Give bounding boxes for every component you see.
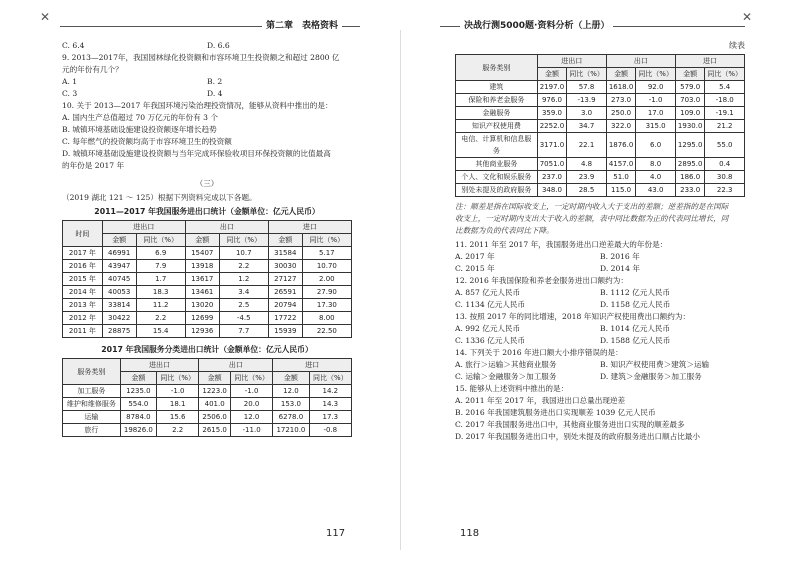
- table2-service-trade-by-category: [62, 358, 352, 437]
- question-text-line: A. 国内生产总值超过 70 万亿元的年份有 3 个: [62, 113, 218, 122]
- table2-cell: 1223.0: [199, 385, 231, 398]
- table1-row-label: 2013 年: [63, 299, 103, 312]
- table3-cell: 322.0: [606, 120, 636, 133]
- table3-cell: 21.2: [705, 120, 745, 133]
- table-note: 收支上，一定时期内支出大于收入的差额，表中同比数据为正的代表同比增长，同: [455, 214, 729, 223]
- table1-service-trade-by-year: [62, 220, 352, 338]
- table1-cell: 26591: [268, 286, 302, 299]
- table1-cell: 10.7: [219, 247, 268, 260]
- table3-cell: 237.0: [537, 171, 567, 184]
- table3-row: [456, 120, 745, 133]
- table1-header-group: 出口: [185, 221, 268, 234]
- table3-cell: 348.0: [537, 184, 567, 197]
- table2-cell: 20.0: [230, 398, 272, 411]
- question-text-line: 13. 按照 2017 年的同比增速，2018 年知识产权使用费出口额约为：: [455, 312, 691, 321]
- table1-cell: 30422: [102, 312, 136, 325]
- table2-row-label: 维护和维修服务: [63, 398, 121, 411]
- table1-cell: 3.4: [219, 286, 268, 299]
- table2-cell: 12.0: [230, 411, 272, 424]
- table3-row-label: 电信、计算机和信息服务: [456, 133, 538, 158]
- page-fold: [400, 30, 401, 550]
- question-text-line: C. 2017 年我国服务进出口中，其他商业服务进出口实现的顺差最多: [455, 420, 685, 429]
- question-option-row: [455, 263, 745, 275]
- table2-subheader: 金额: [199, 372, 231, 385]
- table1-cell: 30030: [268, 260, 302, 273]
- question-option: B. 1014 亿元人民币: [600, 324, 671, 333]
- table1-cell: 12936: [185, 325, 219, 338]
- table3-cell: 17.0: [636, 107, 676, 120]
- table1-row: [63, 273, 352, 286]
- table1-cell: 12699: [185, 312, 219, 325]
- table3-subheader: 同比（%）: [636, 68, 676, 81]
- question-text-line: 元的年份有几个？: [62, 65, 123, 74]
- table2-cell: 2615.0: [199, 424, 231, 437]
- table1-subheader: 金额: [268, 234, 302, 247]
- table1-cell: 2.2: [136, 312, 185, 325]
- table3-cell: 976.0: [537, 94, 567, 107]
- table2-cell: 1235.0: [120, 385, 156, 398]
- question-text-line: 11. 2011 年至 2017 年，我国服务进出口逆差最大的年份是：: [455, 240, 668, 249]
- question-option: C. 2015 年: [455, 264, 495, 273]
- table2-cell: 401.0: [199, 398, 231, 411]
- table3-cell: 57.8: [567, 81, 607, 94]
- table1-header-group: 进口: [268, 221, 351, 234]
- question-text-line: B. 城镇环境基础设施建设投资额逐年增长趋势: [62, 125, 217, 134]
- table1-row: [63, 312, 352, 325]
- header-left-title: 第二章 表格资料: [262, 18, 342, 31]
- table2-subheader: 同比（%）: [309, 372, 351, 385]
- table2-cell: -1.0: [157, 385, 199, 398]
- table1-row: [63, 325, 352, 338]
- table2-header-category: 服务类别: [63, 359, 121, 385]
- question-option: B. 1112 亿元人民币: [600, 288, 671, 297]
- header-right-title: 决战行测5000题·资料分析（上册）: [460, 18, 613, 31]
- table2-header-group: 出口: [199, 359, 273, 372]
- table3-subheader: 金额: [537, 68, 567, 81]
- table1-row: [63, 299, 352, 312]
- table3-row-label: 保险和养老金服务: [456, 94, 538, 107]
- question-option: A. 1: [62, 77, 78, 86]
- question-text-line: D. 城镇环境基础设施建设投资额与当年完成环保验收项目环保投资额的比值最高: [62, 149, 331, 158]
- table1-cell: 7.7: [219, 325, 268, 338]
- table2-cell: 15.6: [157, 411, 199, 424]
- question-option: A. 857 亿元人民币: [455, 288, 521, 297]
- table2-title: 2017 年我国服务分类进出口统计（金额单位：亿元人民币）: [101, 345, 313, 354]
- table3-row: [456, 107, 745, 120]
- table1-row-label: 2011 年: [63, 325, 103, 338]
- section-intro: （2019 湖北 121 ～ 125）根据下列资料完成以下各题。: [62, 193, 257, 202]
- question-option: D. 6.6: [207, 41, 230, 50]
- question-option-row: [62, 40, 352, 52]
- question-option: C. 1134 亿元人民币: [455, 300, 526, 309]
- table3-cell: 7051.0: [537, 158, 567, 171]
- table3-service-trade-by-category-continued: [455, 54, 745, 197]
- table1-row: [63, 247, 352, 260]
- table1-cell: 11.2: [136, 299, 185, 312]
- table3-cell: 1930.0: [675, 120, 705, 133]
- question-option-row: [455, 359, 745, 371]
- table3-cell: 1295.0: [675, 133, 705, 158]
- table3-row-label: 知识产权使用费: [456, 120, 538, 133]
- table2-row-label: 运输: [63, 411, 121, 424]
- table3-row: [456, 184, 745, 197]
- table3-cell: 1876.0: [606, 133, 636, 158]
- table2-cell: 8784.0: [120, 411, 156, 424]
- table3-cell: -18.0: [705, 94, 745, 107]
- table2-subheader: 同比（%）: [230, 372, 272, 385]
- table2-cell: -0.8: [309, 424, 351, 437]
- question-option: D. 建筑＞金融服务＞加工服务: [600, 372, 702, 381]
- table3-cell: 55.0: [705, 133, 745, 158]
- table3-row-label: 个人、文化和娱乐服务: [456, 171, 538, 184]
- table1-row-label: 2014 年: [63, 286, 103, 299]
- table1-cell: 18.3: [136, 286, 185, 299]
- table2-cell: -1.0: [230, 385, 272, 398]
- question-text-line: B. 2016 年我国建筑服务进出口实现顺差 1039 亿元人民币: [455, 408, 656, 417]
- table2-cell: -11.0: [230, 424, 272, 437]
- question-text-line: A. 2011 年至 2017 年，我国进出口总量出现逆差: [455, 396, 626, 405]
- table3-cell: 34.7: [567, 120, 607, 133]
- page-number-right: 118: [460, 528, 480, 539]
- table3-row-label: 金融服务: [456, 107, 538, 120]
- question-option-row: [455, 323, 745, 335]
- table1-cell: 2.5: [219, 299, 268, 312]
- table3-row-label: 建筑: [456, 81, 538, 94]
- table3-cell: 109.0: [675, 107, 705, 120]
- table3-subheader: 同比（%）: [705, 68, 745, 81]
- table3-cell: 8.0: [636, 158, 676, 171]
- table1-row: [63, 286, 352, 299]
- table3-cell: -1.0: [636, 94, 676, 107]
- table1-subheader: 同比（%）: [136, 234, 185, 247]
- table3-cell: 22.1: [567, 133, 607, 158]
- question-text-line: 9. 2013—2017年，我国园林绿化投资额和市容环境卫生投资额之和超过 2800 亿: [62, 53, 340, 62]
- table1-cell: 13617: [185, 273, 219, 286]
- table2-cell: 2506.0: [199, 411, 231, 424]
- crop-mark-left: ✕: [40, 10, 51, 24]
- question-option-row: [455, 251, 745, 263]
- section-label: （三）: [195, 179, 219, 188]
- table3-cell: 250.0: [606, 107, 636, 120]
- table3-cell: 2197.0: [537, 81, 567, 94]
- question-option-row: [455, 299, 745, 311]
- table2-row-label: 旅行: [63, 424, 121, 437]
- question-option: A. 旅行＞运输＞其他商业服务: [455, 360, 557, 369]
- table1-cell: 15407: [185, 247, 219, 260]
- table3-row: [456, 158, 745, 171]
- table1-cell: 40745: [102, 273, 136, 286]
- table1-cell: 43947: [102, 260, 136, 273]
- table3-cell: 5.4: [705, 81, 745, 94]
- question-text-line: 15. 能够从上述资料中推出的是：: [455, 384, 569, 393]
- question-option: B. 知识产权使用费＞建筑＞运输: [600, 360, 710, 369]
- table2-cell: 19826.0: [120, 424, 156, 437]
- question-option: D. 2014 年: [600, 264, 640, 273]
- table2-subheader: 金额: [273, 372, 309, 385]
- question-option-row: [62, 76, 352, 88]
- question-option: B. 2: [207, 77, 223, 86]
- table3-cell: -13.9: [567, 94, 607, 107]
- table1-cell: 27127: [268, 273, 302, 286]
- page-number-left: 117: [326, 528, 346, 539]
- table1-cell: 13461: [185, 286, 219, 299]
- table2-row: [63, 385, 352, 398]
- table-note: 比数据为负的代表同比下降。: [455, 226, 554, 235]
- table1-cell: 40053: [102, 286, 136, 299]
- question-option-row: [455, 371, 745, 383]
- table3-header-group: 进口: [675, 55, 744, 68]
- table2-cell: 554.0: [120, 398, 156, 411]
- table3-cell: 4.8: [567, 158, 607, 171]
- table3-cell: 359.0: [537, 107, 567, 120]
- table1-cell: 2.2: [219, 260, 268, 273]
- table3-cell: 51.0: [606, 171, 636, 184]
- table3-row-label: 其他商业服务: [456, 158, 538, 171]
- question-option: B. 2016 年: [600, 252, 640, 261]
- table1-row-label: 2012 年: [63, 312, 103, 325]
- table1-cell: 28875: [102, 325, 136, 338]
- table3-cell: 3171.0: [537, 133, 567, 158]
- table1-cell: 46991: [102, 247, 136, 260]
- table1-cell: 7.9: [136, 260, 185, 273]
- table3-cell: 0.4: [705, 158, 745, 171]
- table3-cell: -19.1: [705, 107, 745, 120]
- table1-row-label: 2015 年: [63, 273, 103, 286]
- table1-cell: 33814: [102, 299, 136, 312]
- table1-cell: 15.4: [136, 325, 185, 338]
- table2-cell: 14.2: [309, 385, 351, 398]
- table3-cell: 22.3: [705, 184, 745, 197]
- table1-cell: 31584: [268, 247, 302, 260]
- table3-cell: 92.0: [636, 81, 676, 94]
- table1-subheader: 金额: [102, 234, 136, 247]
- question-option: D. 1158 亿元人民币: [600, 300, 671, 309]
- table3-cell: 579.0: [675, 81, 705, 94]
- table2-row: [63, 398, 352, 411]
- table3-row: [456, 81, 745, 94]
- right-questions: [455, 239, 745, 443]
- table3-subheader: 同比（%）: [567, 68, 607, 81]
- table2-row: [63, 424, 352, 437]
- table3-cell: 233.0: [675, 184, 705, 197]
- table1-cell: 6.9: [136, 247, 185, 260]
- table1-cell: 1.7: [136, 273, 185, 286]
- table3-cell: 315.0: [636, 120, 676, 133]
- table3-cell: 703.0: [675, 94, 705, 107]
- question-option-row: [455, 287, 745, 299]
- table3-cell: 30.8: [705, 171, 745, 184]
- table1-subheader: 同比（%）: [219, 234, 268, 247]
- table3-cell: 6.0: [636, 133, 676, 158]
- table3-cell: 4.0: [636, 171, 676, 184]
- table1-cell: 2.00: [302, 273, 351, 286]
- table1-cell: 13020: [185, 299, 219, 312]
- table1-cell: 5.17: [302, 247, 351, 260]
- table1-subheader: 金额: [185, 234, 219, 247]
- continued-table-label: 续表: [729, 41, 745, 50]
- question-option: C. 运输＞金融服务＞加工服务: [455, 372, 557, 381]
- table2-cell: 18.1: [157, 398, 199, 411]
- table1-cell: 17.30: [302, 299, 351, 312]
- table3-row: [456, 94, 745, 107]
- table2-row: [63, 411, 352, 424]
- table2-header-group: 进出口: [120, 359, 199, 372]
- table2-header-group: 进口: [273, 359, 352, 372]
- table1-header-time: 时间: [63, 221, 103, 247]
- table3-cell: 115.0: [606, 184, 636, 197]
- table1-cell: 17722: [268, 312, 302, 325]
- table3-header-category: 服务类别: [456, 55, 538, 81]
- table1-row-label: 2016 年: [63, 260, 103, 273]
- table1-title: 2011—2017 年我国服务进出口统计（金额单位：亿元人民币）: [94, 207, 320, 216]
- table3-cell: 43.0: [636, 184, 676, 197]
- table1-cell: 1.2: [219, 273, 268, 286]
- table2-cell: 12.0: [273, 385, 309, 398]
- table3-cell: 186.0: [675, 171, 705, 184]
- question-text-line: 的年份是 2017 年: [62, 161, 125, 170]
- question-option: A. 2017 年: [455, 252, 495, 261]
- right-page: [455, 40, 745, 443]
- table2-cell: 6278.0: [273, 411, 309, 424]
- table2-subheader: 同比（%）: [157, 372, 199, 385]
- table1-subheader: 同比（%）: [302, 234, 351, 247]
- table1-cell: 20794: [268, 299, 302, 312]
- question-option: D. 1588 亿元人民币: [600, 336, 671, 345]
- table1-cell: 10.70: [302, 260, 351, 273]
- table2-cell: 2.2: [157, 424, 199, 437]
- question-option: C. 1336 亿元人民币: [455, 336, 526, 345]
- table3-row: [456, 171, 745, 184]
- question-option: C. 6.4: [62, 41, 85, 50]
- table3-row-label: 别处未提及的政府服务: [456, 184, 538, 197]
- table1-cell: 8.00: [302, 312, 351, 325]
- table2-cell: 14.3: [309, 398, 351, 411]
- table3-cell: 2895.0: [675, 158, 705, 171]
- table3-header-group: 出口: [606, 55, 675, 68]
- question-text-line: 10. 关于 2013—2017 年我国环境污染治理投资情况，能够从资料中推出的是：: [62, 101, 333, 110]
- table2-cell: 153.0: [273, 398, 309, 411]
- table3-cell: 273.0: [606, 94, 636, 107]
- table3-cell: 3.0: [567, 107, 607, 120]
- question-option: D. 4: [207, 89, 223, 98]
- left-page: [62, 40, 352, 437]
- table1-cell: 15939: [268, 325, 302, 338]
- left-questions: [62, 40, 352, 172]
- table1-cell: 13918: [185, 260, 219, 273]
- question-text-line: 14. 下列关于 2016 年进口额大小排序错误的是：: [455, 348, 623, 357]
- table1-cell: 22.50: [302, 325, 351, 338]
- table-note: 注：顺差是指在国际收支上，一定时期内收入大于支出的差额；逆差指的是在国际: [455, 202, 729, 211]
- table1-row: [63, 260, 352, 273]
- table1-row-label: 2017 年: [63, 247, 103, 260]
- table2-cell: 17210.0: [273, 424, 309, 437]
- table3-cell: 23.9: [567, 171, 607, 184]
- table2-subheader: 金额: [120, 372, 156, 385]
- question-option: A. 992 亿元人民币: [455, 324, 521, 333]
- table3-header-group: 进出口: [537, 55, 606, 68]
- question-option: C. 3: [62, 89, 78, 98]
- table3-cell: 1618.0: [606, 81, 636, 94]
- crop-mark-right: ✕: [741, 10, 752, 24]
- question-text-line: 12. 2016 年我国保险和养老金服务进出口额约为：: [455, 276, 628, 285]
- table2-row-label: 加工服务: [63, 385, 121, 398]
- table1-cell: -4.5: [219, 312, 268, 325]
- table3-cell: 2252.0: [537, 120, 567, 133]
- question-option-row: [455, 335, 745, 347]
- table3-subheader: 金额: [606, 68, 636, 81]
- question-option-row: [62, 88, 352, 100]
- table1-cell: 27.90: [302, 286, 351, 299]
- table3-cell: 28.5: [567, 184, 607, 197]
- table1-header-group: 进出口: [102, 221, 185, 234]
- table3-row: [456, 133, 745, 158]
- table2-cell: 17.3: [309, 411, 351, 424]
- table3-subheader: 金额: [675, 68, 705, 81]
- table3-cell: 4157.0: [606, 158, 636, 171]
- question-text-line: D. 2017 年我国服务进出口中，别处未提及的政府服务进出口顺占比最小: [455, 432, 701, 441]
- question-text-line: C. 每年燃气的投资额均高于市容环境卫生的投资额: [62, 137, 232, 146]
